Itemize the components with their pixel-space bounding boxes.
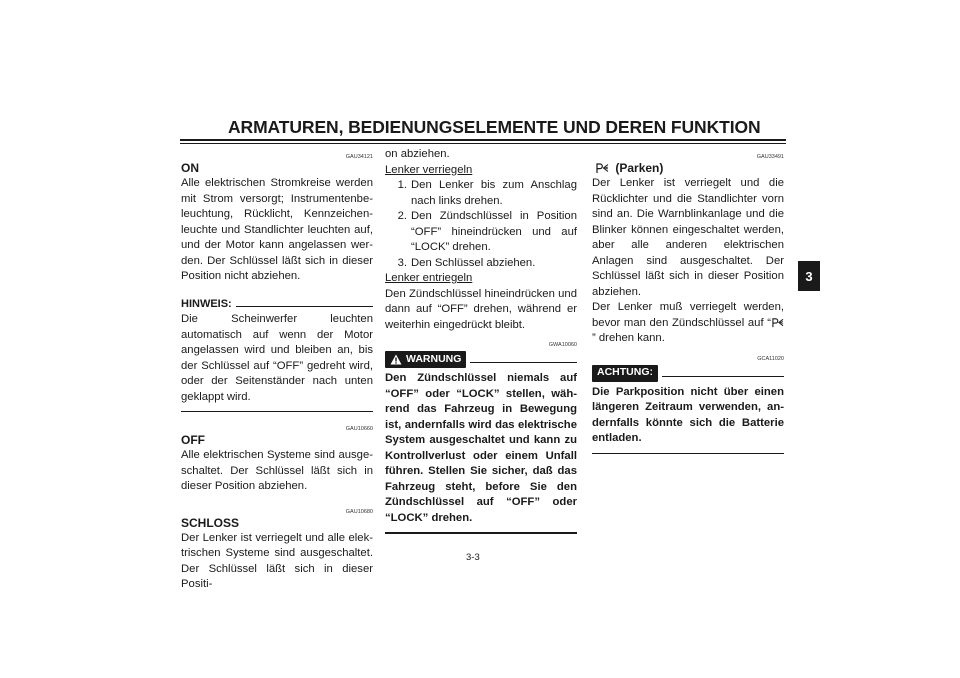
page-number: 3-3 [466,552,480,563]
reference-code: GCA11020 [757,355,784,362]
warning-text: Den Zündschlüssel niemals auf “OFF” oder “LOCK” stellen, während das Fahrzeug in Bewegung ist, andernfalls wird das elektrische System ausgeschaltet und kann zu Kontrollverlust oder einem Unfall führen. Stellen Sie sicher, daß das Fahrzeug steht, before Sie den Zündschlüssel auf “OFF” oder “LOCK” drehen. [385,372,577,524]
section-title-schloss: SCHLOSS [181,515,240,530]
park-icon [595,162,609,174]
column-1 [181,147,373,593]
lock-steps [385,178,577,271]
reference-code: GAU10660 [345,426,373,432]
list-item: 3. Den Schlüssel abziehen. [397,256,536,269]
page-title: ARMATUREN, BEDIENUNGSELEMENTE UND DEREN FUNKTION [228,117,761,137]
unlock-description: Den Zündschlüssel hineindrücken und dann auf “OFF” drehen, während er weiterhin eingedrückt bleibt. [385,287,577,331]
section-title-on: ON [181,161,199,175]
list-item: 2. Den Zündschlüssel in Position “OFF” hineindrücken und auf “LOCK” drehen. [397,210,577,253]
column-3 [592,147,784,454]
caution-badge: ACHTUNG: [592,365,658,382]
column-2 [385,147,577,534]
caution-text: Die Parkposition nicht über einen längeren Zeitraum verwenden, andernfalls könnte sich die Batterie entladen. [592,385,784,444]
park-icon [771,317,784,328]
on-description: Alle elektrischen Stromkreise werden mit Strom versorgt; Instrumentenbeleuchtung, Rücklicht, Kennzeichenleuchte und Standlichter leuchten auf, und der Motor kann angelassen werden. Der Schlüssel läßt sich in dieser Position nicht abziehen. [181,177,373,282]
warning-badge [385,351,466,368]
note-end-rule [181,411,373,412]
reference-code: GAU34121 [345,154,373,160]
reference-code: GAU10680 [345,508,373,515]
note-header [181,297,373,313]
note-label: HINWEIS: [181,297,232,310]
continued-text: on abziehen. [385,148,450,160]
warning-rule [470,362,577,363]
warning-triangle-icon [390,354,402,365]
note-text: Die Scheinwerfer leuchten automatisch auf wenn der Motor angelassen wird und bleiben an, bis der Schlüssel auf “OFF” gedreht wird, oder der Seitenständer nach unten geklappt wird. [181,313,373,403]
list-item: 1. Den Lenker bis zum Anschlag nach links drehen. [397,179,577,207]
off-description: Alle elektrischen Systeme sind ausgeschaltet. Der Schlüssel läßt sich in dieser Position abziehen. [181,449,373,492]
caution-end-rule [592,453,784,455]
lock-heading: Lenker verriegeln [385,163,473,176]
unlock-heading: Lenker entriegeln [385,272,473,284]
warning-end-rule [385,532,577,534]
schloss-description: Der Lenker ist verriegelt und alle elektrischen Systeme sind ausgeschaltet. Der Schlüssel läßt sich in dieser Positi- [181,531,373,590]
park-note: Der Lenker muß verriegelt werden, bevor man den Zündschlüssel auf “” drehen kann. [592,301,784,344]
caution-header [592,365,784,382]
section-title-off: OFF [181,433,205,447]
caution-rule [662,376,784,377]
header-rule-thin [180,143,786,144]
reference-code: GWA10060 [548,342,577,348]
park-description: Der Lenker ist verriegelt und die Rücklichter und die Standlichter vorn sind an. Die Warnblinkanlage und die Blinker können eingeschaltet werden, aber alle anderen elektrischen Anlagen sind ausgeschaltet. Der Schlüssel läßt sich in dieser Position abziehen. [592,177,784,298]
header-rule [180,139,786,141]
warning-header [385,351,577,368]
reference-code: GAU33491 [756,154,784,160]
note-rule [236,306,373,307]
chapter-tab: 3 [798,261,820,291]
warning-label: WARNUNG [406,352,462,365]
section-title-park: (Parken) [592,161,784,176]
